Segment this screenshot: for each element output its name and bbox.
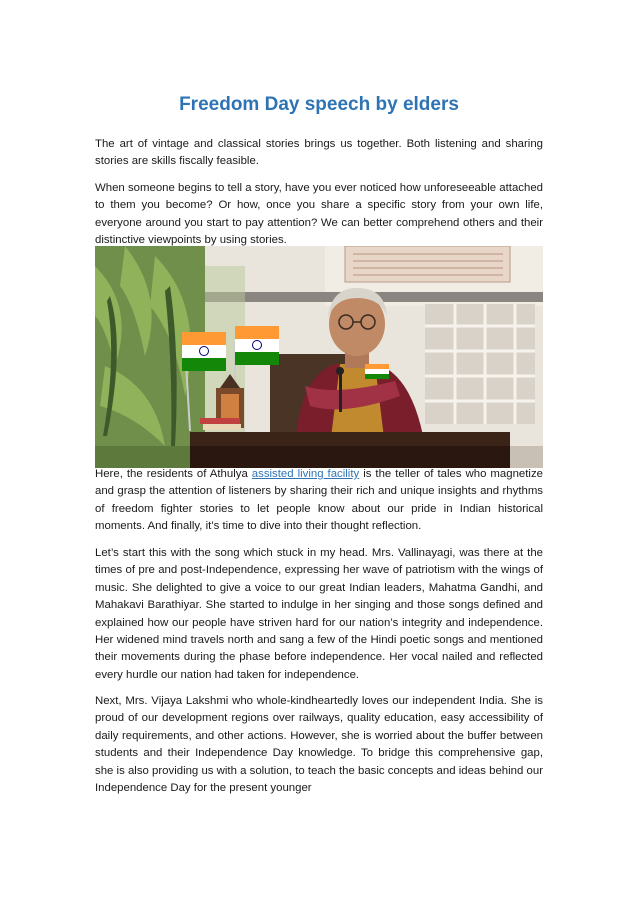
paragraph-vijaya-lakshmi: Next, Mrs. Vijaya Lakshmi who whole-kindheartedly loves our independent India. She is proud of our development regions over railways, quality education, easy accessibility of daily requirements, and other actions. However, she is worried about the buffer between students and their Independence Day knowledge. To bridge this comprehensive gap, she is also providing us with a solution, to teach the basic concepts and ideas behind our Independence Day for the present younger [95,695,543,795]
paragraph-athulya-text-before: Here, the residents of Athulya [95,468,252,480]
paragraph-athulya-text-after: is the teller of tales who magnetize and grasp the attention of listeners by sharing their rich and unique insights and rhythms of freedom fighter stories to let people know about our pride in Indian historical moments. And finally, it’s time to dive into their thought reflection. [95,468,543,533]
paragraph-storytelling: When someone begins to tell a story, have you ever noticed how unforeseeable attached to them you become? Or how, once you share a specific story from your own life, everyone around you start to pay attention? We can better comprehend others and their distinctive viewpoints by using stories. [95,182,543,247]
page-title: Freedom Day speech by elders [179,94,459,115]
assisted-living-facility-link[interactable]: assisted living facility [251,468,360,480]
paragraph-intro: The art of vintage and classical stories brings us together. Both listening and sharing stories are skills fiscally feasible. [95,138,543,168]
paragraph-vallinayagi: Let’s start this with the song which stuck in my head. Mrs. Vallinayagi, was there at the times of pre and post-Independence, expressing her wave of patriotism with the wings of music. She delighted to give a voice to our great Indian leaders, Mahatma Gandhi, and Mahakavi Barathiyar. She started to indulge in her singing and those songs defined and explained how our people have striven hard for our nation’s integrity and independence. Her widened mind travels north and sang a few of the Hindi poetic songs and mentioned their movements during the phase before independence. Her vocal nailed and reflected every hurdle our nation had taken for independence. [95,547,543,681]
elder-woman-with-flags-photo [95,246,543,468]
paragraph-athulya [95,466,543,536]
